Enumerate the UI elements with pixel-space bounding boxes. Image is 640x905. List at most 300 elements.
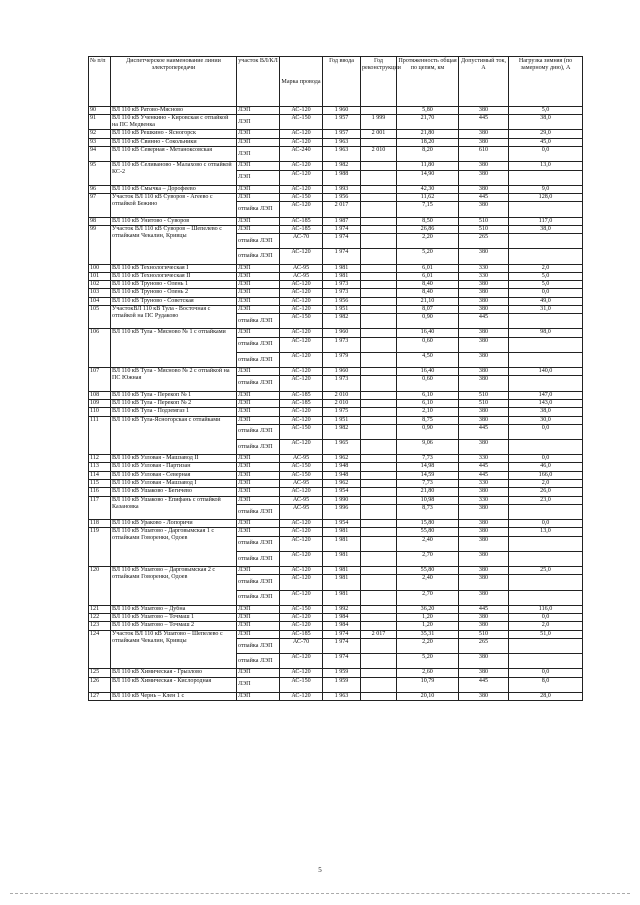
table-row (89, 614, 583, 622)
row-brand-cell: АС-95 (280, 272, 323, 280)
row-load-cell: 13,0 (509, 528, 583, 536)
row-name-cell: Участок ВЛ 110 кВ Суворов - Агеево с отпайкой Бежино (111, 194, 237, 217)
row-year-cell: 1 951 (323, 416, 361, 424)
row-length-cell: 1,20 (397, 622, 459, 630)
row-recon-cell (361, 185, 397, 193)
row-year-cell: 1 974 (323, 638, 361, 653)
row-num-cell: 98 (89, 217, 111, 225)
row-name-cell: ВЛ 110 кВ Труново - Советская (111, 297, 237, 305)
row-year-cell: 1 948 (323, 471, 361, 479)
row-length-cell: 21,70 (397, 115, 459, 130)
row-brand-cell: АС-185 (280, 225, 323, 233)
row-current-cell: 380 (459, 692, 509, 700)
row-brand-cell: АС-185 (280, 399, 323, 407)
row-section-cell: ЛЭП (237, 567, 280, 575)
row-length-cell: 6,01 (397, 264, 459, 272)
row-section-cell: ЛЭП (237, 496, 280, 504)
row-name-cell: ВЛ 110 кВ Химическая - Грызлово (111, 669, 237, 677)
row-year-cell: 2 010 (323, 391, 361, 399)
row-name-cell: ВЛ 110 кВ Химическая - Кислородная (111, 677, 237, 692)
row-recon-cell (361, 536, 397, 551)
row-section-cell: ЛЭП (237, 297, 280, 305)
row-brand-cell: АС-120 (280, 440, 323, 455)
row-section-cell: отпайка ЛЭП (237, 314, 280, 329)
row-current-cell: 380 (459, 504, 509, 519)
row-brand-cell: АС-120 (280, 416, 323, 424)
row-brand-cell: АС-185 (280, 217, 323, 225)
table-row (89, 130, 583, 138)
row-year-cell: 1 963 (323, 147, 361, 162)
row-name-cell: ВЛ 110 кВ Свинно - Сокольники (111, 138, 237, 146)
row-current-cell: 380 (459, 408, 509, 416)
row-brand-cell: АС-120 (280, 185, 323, 193)
row-current-cell: 380 (459, 368, 509, 376)
row-length-cell: 14,59 (397, 471, 459, 479)
row-recon-cell (361, 352, 397, 367)
row-brand-cell: АС-120 (280, 289, 323, 297)
row-section-cell: ЛЭП (237, 281, 280, 289)
row-recon-cell (361, 567, 397, 575)
row-length-cell: 5,20 (397, 654, 459, 669)
row-length-cell: 0,60 (397, 376, 459, 391)
row-brand-cell: АС-120 (280, 297, 323, 305)
row-year-cell: 1 982 (323, 162, 361, 170)
row-section-cell: ЛЭП (237, 107, 280, 115)
row-num-cell: 102 (89, 281, 111, 289)
row-length-cell: 26,86 (397, 225, 459, 233)
row-num-cell: 93 (89, 138, 111, 146)
row-current-cell: 610 (459, 147, 509, 162)
header-name: Диспетчерское наименование линии электропередачи (111, 57, 237, 107)
row-current-cell: 380 (459, 281, 509, 289)
row-current-cell: 380 (459, 162, 509, 170)
row-section-cell: ЛЭП (237, 399, 280, 407)
row-num-cell: 101 (89, 272, 111, 280)
row-section-cell: ЛЭП (237, 272, 280, 280)
row-section-cell: ЛЭП (237, 391, 280, 399)
row-year-cell: 1 984 (323, 622, 361, 630)
row-section-cell: ЛЭП (237, 130, 280, 138)
row-num-cell: 105 (89, 305, 111, 328)
row-name-cell: ВЛ 110 кВ Селивановo - Малахово с отпайкой КС-2 (111, 162, 237, 185)
row-current-cell: 330 (459, 455, 509, 463)
row-year-cell: 1 973 (323, 289, 361, 297)
row-section-cell: ЛЭП (237, 669, 280, 677)
row-recon-cell (361, 520, 397, 528)
row-brand-cell: АС-120 (280, 408, 323, 416)
row-length-cell: 2,40 (397, 575, 459, 590)
row-length-cell: 8,50 (397, 217, 459, 225)
row-section-cell: ЛЭП (237, 170, 280, 185)
row-length-cell: 7,15 (397, 202, 459, 217)
row-year-cell: 1 974 (323, 234, 361, 249)
row-load-cell (509, 504, 583, 519)
row-length-cell: 10,79 (397, 677, 459, 692)
row-load-cell: 30,0 (509, 416, 583, 424)
row-year-cell: 1 962 (323, 480, 361, 488)
row-current-cell: 510 (459, 630, 509, 638)
row-name-cell: ВЛ 110 кВ Ушатово – Дубна (111, 605, 237, 613)
row-current-cell: 380 (459, 249, 509, 264)
row-recon-cell (361, 455, 397, 463)
header-section: участок ВЛ/КЛ (237, 57, 280, 107)
table-row (89, 677, 583, 692)
row-brand-cell: АС-95 (280, 480, 323, 488)
row-section-cell: ЛЭП (237, 194, 280, 202)
row-brand-cell: АС-185 (280, 630, 323, 638)
row-length-cell: 8,73 (397, 504, 459, 519)
header-current: Допустимый ток, А (459, 57, 509, 107)
row-load-cell: 166,0 (509, 471, 583, 479)
row-year-cell: 1 956 (323, 194, 361, 202)
row-recon-cell (361, 329, 397, 337)
row-load-cell: 116,0 (509, 605, 583, 613)
row-load-cell: 38,0 (509, 225, 583, 233)
row-num-cell: 124 (89, 630, 111, 669)
row-year-cell: 1 957 (323, 130, 361, 138)
row-section-cell: ЛЭП (237, 329, 280, 337)
row-load-cell (509, 536, 583, 551)
row-length-cell: 2,70 (397, 551, 459, 566)
row-section-cell: ЛЭП (237, 416, 280, 424)
power-lines-table (88, 56, 583, 701)
row-load-cell: 51,0 (509, 630, 583, 638)
row-year-cell: 1 954 (323, 520, 361, 528)
row-name-cell: ВЛ 110 кВ Тула - Мясново № 2 с отпайкой на ПС Южная (111, 368, 237, 391)
row-current-cell: 445 (459, 463, 509, 471)
row-year-cell: 1 981 (323, 536, 361, 551)
row-load-cell (509, 249, 583, 264)
header-load: Нагрузка зимняя (по замерному дню), А (509, 57, 583, 107)
row-recon-cell (361, 281, 397, 289)
row-num-cell: 110 (89, 408, 111, 416)
row-section-cell: ЛЭП (237, 217, 280, 225)
row-recon-cell (361, 440, 397, 455)
row-load-cell: 23,0 (509, 496, 583, 504)
row-current-cell: 510 (459, 391, 509, 399)
row-load-cell: 98,0 (509, 329, 583, 337)
row-section-cell: отпайка ЛЭП (237, 249, 280, 264)
row-year-cell: 1 988 (323, 170, 361, 185)
header-num: № п/п (89, 57, 111, 107)
row-num-cell: 126 (89, 677, 111, 692)
row-brand-cell: АС-150 (280, 471, 323, 479)
row-length-cell: 15,80 (397, 520, 459, 528)
row-current-cell: 330 (459, 272, 509, 280)
row-load-cell (509, 654, 583, 669)
row-year-cell: 1 974 (323, 654, 361, 669)
row-current-cell: 380 (459, 289, 509, 297)
row-section-cell: ЛЭП (237, 138, 280, 146)
row-num-cell: 118 (89, 520, 111, 528)
row-brand-cell: АС-150 (280, 424, 323, 439)
row-year-cell: 1 948 (323, 463, 361, 471)
row-num-cell: 127 (89, 692, 111, 700)
row-length-cell: 6,10 (397, 399, 459, 407)
row-length-cell: 35,31 (397, 630, 459, 638)
row-length-cell: 8,20 (397, 147, 459, 162)
footer-divider (10, 893, 630, 894)
row-num-cell: 123 (89, 622, 111, 630)
row-length-cell: 11,62 (397, 194, 459, 202)
row-section-cell: отпайка ЛЭП (237, 352, 280, 367)
row-recon-cell (361, 391, 397, 399)
row-section-cell: отпайка ЛЭП (237, 536, 280, 551)
row-num-cell: 113 (89, 463, 111, 471)
row-recon-cell (361, 575, 397, 590)
row-current-cell: 380 (459, 488, 509, 496)
row-length-cell: 2,70 (397, 590, 459, 605)
row-year-cell: 2 010 (323, 399, 361, 407)
table-row (89, 115, 583, 130)
row-section-cell: отпайка ЛЭП (237, 440, 280, 455)
row-current-cell: 380 (459, 107, 509, 115)
row-current-cell: 380 (459, 170, 509, 185)
row-section-cell: ЛЭП (237, 368, 280, 376)
row-load-cell (509, 575, 583, 590)
row-recon-cell (361, 297, 397, 305)
row-recon-cell (361, 669, 397, 677)
row-load-cell (509, 352, 583, 367)
row-year-cell: 1 981 (323, 575, 361, 590)
row-recon-cell (361, 488, 397, 496)
row-name-cell: ВЛ 110 кВ Тула-Ясногорская с отпайками (111, 416, 237, 455)
row-year-cell: 1 960 (323, 329, 361, 337)
row-brand-cell: АС-70 (280, 234, 323, 249)
row-recon-cell (361, 471, 397, 479)
row-section-cell: отпайка ЛЭП (237, 424, 280, 439)
row-brand-cell: АС-120 (280, 329, 323, 337)
row-recon-cell (361, 314, 397, 329)
row-section-cell: ЛЭП (237, 264, 280, 272)
row-brand-cell: АС-150 (280, 677, 323, 692)
row-length-cell: 2,40 (397, 536, 459, 551)
row-brand-cell: АС-150 (280, 605, 323, 613)
row-section-cell: ЛЭП (237, 622, 280, 630)
row-length-cell: 10,98 (397, 496, 459, 504)
row-num-cell: 104 (89, 297, 111, 305)
row-year-cell: 1 996 (323, 504, 361, 519)
row-length-cell: 0,90 (397, 314, 459, 329)
row-recon-cell (361, 496, 397, 504)
row-length-cell: 6,10 (397, 391, 459, 399)
row-brand-cell: АС-95 (280, 504, 323, 519)
row-recon-cell (361, 217, 397, 225)
row-current-cell: 380 (459, 551, 509, 566)
table-row (89, 520, 583, 528)
row-num-cell: 111 (89, 416, 111, 455)
row-section-cell: ЛЭП (237, 471, 280, 479)
row-recon-cell (361, 194, 397, 202)
row-recon-cell: 2 017 (361, 630, 397, 638)
row-name-cell: ВЛ 110 кВ Технологическая I (111, 264, 237, 272)
row-name-cell: ВЛ 110 кВ Ратово-Мясново (111, 107, 237, 115)
table-row (89, 194, 583, 202)
row-length-cell: 21,80 (397, 130, 459, 138)
row-current-cell: 380 (459, 520, 509, 528)
row-name-cell: ВЛ 110 кВ Ушатово – Дарговымская 2 с отпайками Говоренки, Одоев (111, 567, 237, 606)
row-load-cell (509, 170, 583, 185)
table-row (89, 297, 583, 305)
row-current-cell: 380 (459, 536, 509, 551)
row-brand-cell: АС-120 (280, 130, 323, 138)
table-row (89, 185, 583, 193)
row-load-cell (509, 337, 583, 352)
row-load-cell: 0,0 (509, 147, 583, 162)
row-name-cell: ВЛ 110 кВ Труново - Олень 1 (111, 281, 237, 289)
row-num-cell: 94 (89, 147, 111, 162)
row-name-cell: ВЛ 110 кВ Узловая - Машзавод I (111, 480, 237, 488)
row-name-cell: ВЛ 110 кВ Унитово - Суворов (111, 217, 237, 225)
row-load-cell: 117,0 (509, 217, 583, 225)
row-num-cell: 121 (89, 605, 111, 613)
table-row (89, 289, 583, 297)
row-recon-cell (361, 424, 397, 439)
row-current-cell: 330 (459, 496, 509, 504)
row-brand-cell: АС-120 (280, 590, 323, 605)
row-load-cell: 8,0 (509, 677, 583, 692)
table-row (89, 305, 583, 313)
row-current-cell: 510 (459, 225, 509, 233)
row-brand-cell: АС-120 (280, 281, 323, 289)
row-name-cell: ВЛ 110 кВ Ученкино - Кировская с отпайкой на ПС Медвенка (111, 115, 237, 130)
row-current-cell: 380 (459, 614, 509, 622)
row-current-cell: 380 (459, 575, 509, 590)
row-brand-cell: АС-120 (280, 551, 323, 566)
row-load-cell: 143,0 (509, 399, 583, 407)
row-current-cell: 445 (459, 471, 509, 479)
table-row (89, 225, 583, 233)
row-length-cell: 2,20 (397, 234, 459, 249)
row-brand-cell: АС-120 (280, 305, 323, 313)
row-num-cell: 100 (89, 264, 111, 272)
row-load-cell: 29,0 (509, 130, 583, 138)
row-year-cell: 1 984 (323, 614, 361, 622)
row-brand-cell: АС-120 (280, 654, 323, 669)
row-section-cell: ЛЭП (237, 115, 280, 130)
row-current-cell: 445 (459, 605, 509, 613)
row-name-cell: ВЛ 110 кВ Смычка – Дорофеево (111, 185, 237, 193)
row-recon-cell (361, 590, 397, 605)
row-current-cell: 510 (459, 217, 509, 225)
row-load-cell: 13,0 (509, 162, 583, 170)
row-brand-cell: АС-120 (280, 138, 323, 146)
row-year-cell: 1 981 (323, 272, 361, 280)
row-brand-cell: АС-120 (280, 614, 323, 622)
row-current-cell: 380 (459, 416, 509, 424)
row-section-cell: отпайка ЛЭП (237, 654, 280, 669)
row-brand-cell: АС-150 (280, 194, 323, 202)
row-brand-cell: АС-120 (280, 622, 323, 630)
row-section-cell: ЛЭП (237, 605, 280, 613)
row-load-cell: 28,0 (509, 692, 583, 700)
row-name-cell: УчастокВЛ 110 кВ Тула - Восточная с отпайкой на ПС Рудаково (111, 305, 237, 328)
row-current-cell: 380 (459, 202, 509, 217)
row-current-cell: 380 (459, 329, 509, 337)
row-year-cell: 1 992 (323, 605, 361, 613)
row-year-cell: 1 993 (323, 185, 361, 193)
row-brand-cell: АС-120 (280, 488, 323, 496)
table-row (89, 107, 583, 115)
row-name-cell: ВЛ 110 кВ Тула - Мясново № 1 с отпайками (111, 329, 237, 368)
row-length-cell: 1,20 (397, 614, 459, 622)
row-length-cell: 0,60 (397, 337, 459, 352)
row-load-cell: 5,0 (509, 107, 583, 115)
row-section-cell: отпайка ЛЭП (237, 504, 280, 519)
row-current-cell: 445 (459, 115, 509, 130)
row-load-cell: 2,0 (509, 622, 583, 630)
row-section-cell: ЛЭП (237, 528, 280, 536)
row-load-cell: 2,0 (509, 480, 583, 488)
table-row (89, 408, 583, 416)
table-header-row (89, 57, 583, 107)
row-year-cell: 1 957 (323, 115, 361, 130)
row-brand-cell: АС-240 (280, 147, 323, 162)
table-row (89, 416, 583, 424)
row-load-cell (509, 314, 583, 329)
row-load-cell (509, 590, 583, 605)
row-name-cell: ВЛ 110 кВ Труново - Олень 2 (111, 289, 237, 297)
row-recon-cell (361, 408, 397, 416)
table-row (89, 391, 583, 399)
row-load-cell: 38,0 (509, 115, 583, 130)
row-length-cell: 11,80 (397, 162, 459, 170)
row-length-cell: 14,90 (397, 170, 459, 185)
row-recon-cell (361, 202, 397, 217)
row-section-cell: ЛЭП (237, 480, 280, 488)
row-section-cell: отпайка ЛЭП (237, 590, 280, 605)
row-year-cell: 1 987 (323, 217, 361, 225)
row-num-cell: 92 (89, 130, 111, 138)
row-section-cell: отпайка ЛЭП (237, 638, 280, 653)
row-name-cell: ВЛ 110 кВ Технологическая II (111, 272, 237, 280)
row-recon-cell (361, 162, 397, 170)
row-recon-cell (361, 225, 397, 233)
row-recon-cell (361, 614, 397, 622)
table-row (89, 605, 583, 613)
row-year-cell: 1 982 (323, 314, 361, 329)
row-length-cell: 9,06 (397, 440, 459, 455)
row-section-cell: отпайка ЛЭП (237, 376, 280, 391)
row-load-cell: 5,0 (509, 281, 583, 289)
row-section-cell: ЛЭП (237, 147, 280, 162)
row-year-cell: 1 963 (323, 138, 361, 146)
row-year-cell: 1 981 (323, 528, 361, 536)
row-recon-cell (361, 289, 397, 297)
row-num-cell: 90 (89, 107, 111, 115)
row-year-cell: 1 979 (323, 352, 361, 367)
row-brand-cell: АС-95 (280, 264, 323, 272)
row-length-cell: 7,73 (397, 455, 459, 463)
row-current-cell: 380 (459, 567, 509, 575)
row-section-cell: отпайка ЛЭП (237, 234, 280, 249)
table-row (89, 622, 583, 630)
row-load-cell: 49,0 (509, 297, 583, 305)
table-row (89, 281, 583, 289)
row-name-cell: ВЛ 110 кВ Тула - Перекоп № 2 (111, 399, 237, 407)
row-current-cell: 330 (459, 480, 509, 488)
row-recon-cell (361, 376, 397, 391)
row-brand-cell: АС-95 (280, 496, 323, 504)
table-row (89, 147, 583, 162)
table-row (89, 488, 583, 496)
row-recon-cell (361, 234, 397, 249)
row-load-cell: 31,0 (509, 305, 583, 313)
row-length-cell: 2,20 (397, 638, 459, 653)
row-name-cell: ВЛ 110 кВ Узловая - Партизан (111, 463, 237, 471)
table-row (89, 138, 583, 146)
row-load-cell: 9,0 (509, 185, 583, 193)
